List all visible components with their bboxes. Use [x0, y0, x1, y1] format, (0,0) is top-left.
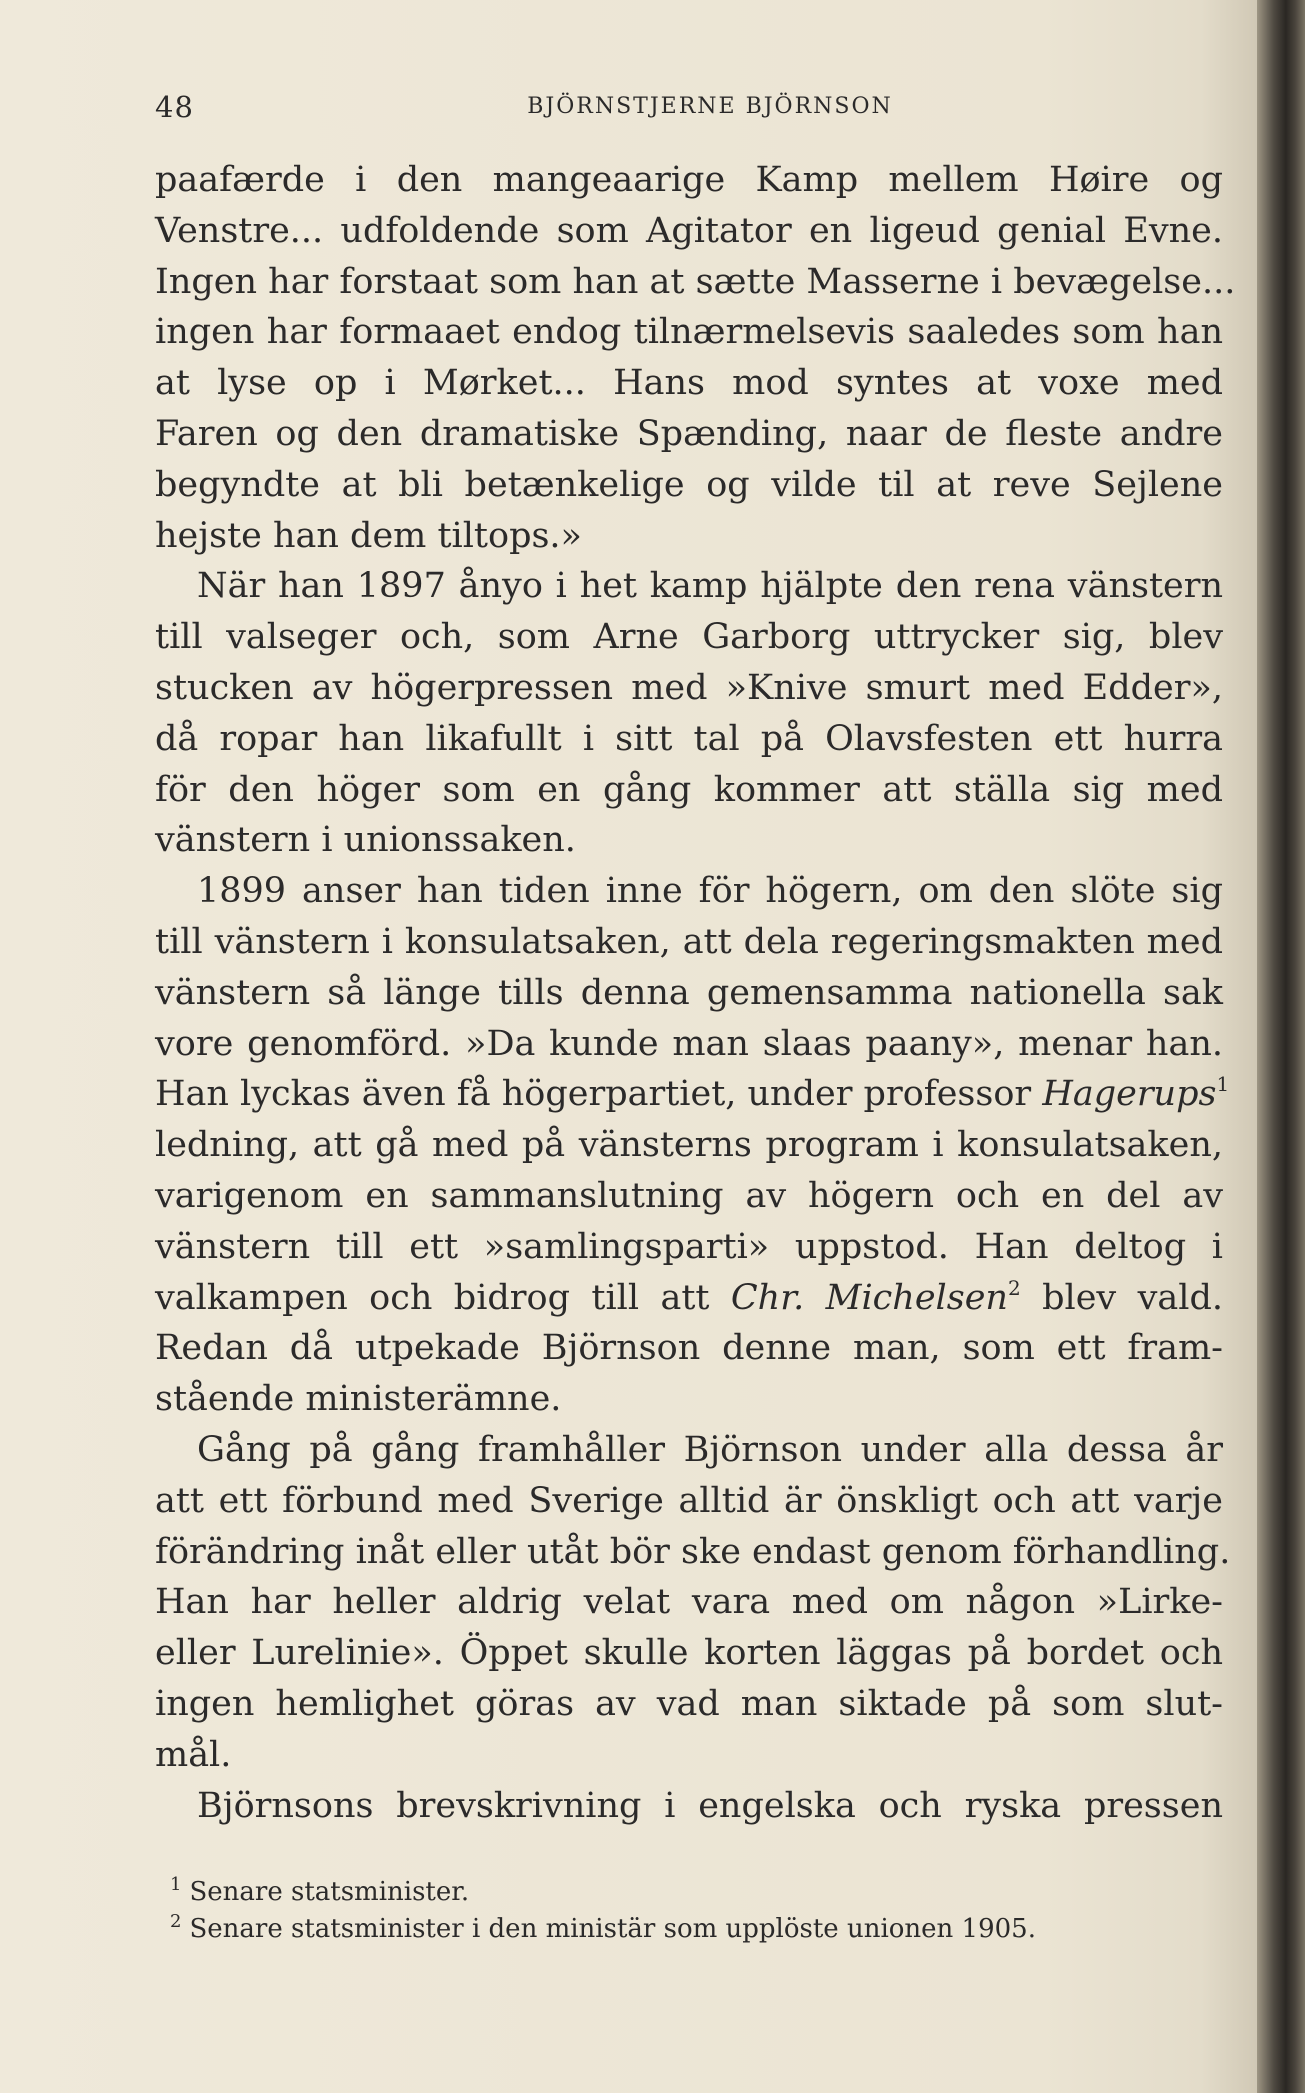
italic-name: Chr. Michelsen [730, 1277, 1008, 1318]
footnotes [170, 1866, 1222, 1944]
text-line: hejste han dem tiltops.» [155, 515, 582, 556]
text-line: då ropar han likafullt i sitt tal på Olavsfesten ett hurra [155, 718, 1223, 759]
text-segment: valkampen och bidrog till att [155, 1277, 710, 1318]
text-line: begyndte at bli betænkelige og vilde til at reve Sejlene [155, 464, 1223, 505]
text-line: Faren og den dramatiske Spænding, naar de fleste andre [155, 413, 1223, 454]
text-line: vänstern så länge tills denna gemensamma nationella sak [155, 972, 1223, 1013]
text-line: varigenom en sammanslutning av högern och en del av [155, 1175, 1223, 1216]
text-line: 1899 anser han tiden inne för högern, om den slöte sig [197, 871, 1223, 912]
text-line: vore genomförd. »Da kunde man slaas paany», menar han. [155, 1023, 1223, 1064]
text-line: förändring inåt eller utåt bör ske endast genom förhandling. [155, 1531, 1231, 1572]
text-line: stående ministerämne. [155, 1379, 562, 1420]
text-line: Redan då utpekade Björnson denne man, som ett fram- [155, 1328, 1223, 1369]
text-line: vänstern i unionssaken. [155, 820, 576, 861]
text-line: ingen har formaaet endog tilnærmelsevis saaledes som han [155, 312, 1223, 353]
text-line: att ett förbund med Sverige alltid är önskligt och att varje [155, 1480, 1223, 1521]
text-line [155, 1069, 1230, 1120]
text-line [155, 1273, 1223, 1324]
book-spine-shadow [1257, 0, 1305, 2093]
footnote-text: Senare statsminister i den ministär som upplöste unionen 1905. [189, 1914, 1036, 1944]
text-line: Venstre... udfoldende som Agitator en ligeud genial Evne. [155, 210, 1223, 251]
text-line: Gång på gång framhåller Björnson under alla dessa år [197, 1429, 1223, 1470]
text-segment: Han lyckas även få högerpartiet, under professor [155, 1074, 1032, 1115]
footnote [170, 1866, 1222, 1907]
footnote-mark: 1 [170, 1874, 182, 1895]
text-line: Ingen har forstaat som han at sætte Masserne i bevægelse... [155, 261, 1236, 302]
text-line: för den höger som en gång kommer att ställa sig med [155, 769, 1223, 810]
text-line: Han har heller aldrig velat vara med om någon »Lirke- [155, 1582, 1223, 1623]
footnote-ref: 2 [1007, 1275, 1021, 1300]
text-line: Björnsons brevskrivning i engelska och ryska pressen [197, 1785, 1223, 1826]
footnote-mark: 2 [170, 1911, 182, 1932]
text-line: stucken av högerpressen med »Knive smurt med Edder», [155, 667, 1223, 708]
text-line: När han 1897 ånyo i het kamp hjälpte den rena vänstern [197, 566, 1223, 607]
body-text [155, 155, 1236, 1831]
text-segment: blev vald. [1042, 1277, 1223, 1318]
running-head: BJÖRNSTJERNE BJÖRNSON [527, 94, 893, 119]
text-line: till vänstern i konsulatsaken, att dela regeringsmakten med [155, 921, 1223, 962]
page-number: 48 [155, 90, 194, 124]
text-line: at lyse op i Mørket... Hans mod syntes at voxe med [155, 363, 1223, 404]
italic-name: Hagerups [1042, 1074, 1217, 1115]
text-line: mål. [155, 1734, 232, 1775]
footnote-ref: 1 [1216, 1072, 1230, 1097]
page-header [155, 90, 1225, 130]
footnote-text: Senare statsminister. [189, 1877, 470, 1907]
footnote [170, 1903, 1222, 1944]
text-line: ledning, att gå med på vänsterns program i konsulatsaken, [155, 1125, 1223, 1166]
text-line: till valseger och, som Arne Garborg uttrycker sig, blev [155, 617, 1223, 658]
text-line: ingen hemlighet göras av vad man siktade på som slut- [155, 1683, 1223, 1724]
text-line: eller Lurelinie». Öppet skulle korten läggas på bordet och [155, 1633, 1223, 1674]
text-line: vänstern till ett »samlingsparti» uppstod. Han deltog i [155, 1226, 1223, 1267]
text-line: paafærde i den mangeaarige Kamp mellem Høire og [155, 160, 1223, 200]
